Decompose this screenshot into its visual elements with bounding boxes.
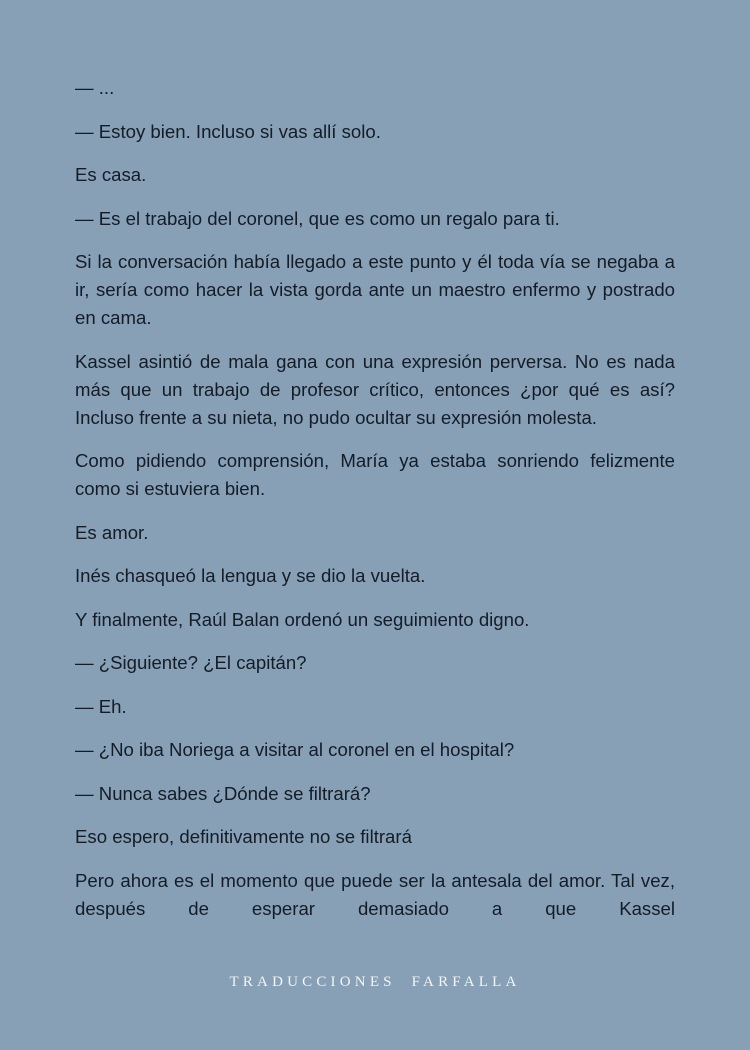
paragraph: — ...: [75, 77, 115, 98]
paragraph: — Es el trabajo del coronel, que es como un regalo para ti.: [75, 207, 560, 229]
paragraph: — Estoy bien. Incluso si vas allí solo.: [75, 120, 381, 142]
paragraph: Inés chasqueó la lengua y se dio la vuelta.: [75, 565, 426, 586]
paragraph: Kassel asintió de mala gana con una expresión perversa. No es nada más que un trabajo de profesor crítico, entonces ¿por qué es así? Incluso frente a su nieta, no pudo ocultar su expresión molesta.: [75, 350, 675, 428]
footer-credit: TRADUCCIONES FARFALLA: [229, 974, 521, 990]
paragraph: Si la conversación había llegado a este punto y él toda vía se negaba a ir, sería como hacer la vista gorda ante un maestro enfermo y postrado en cama.: [75, 251, 675, 328]
paragraph: — ¿Siguiente? ¿El capitán?: [75, 652, 307, 673]
page-body: [75, 74, 675, 938]
paragraph: Como pidiendo comprensión, María ya estaba sonriendo felizmente como si estuviera bien.: [75, 450, 675, 499]
paragraph: — ¿No iba Noriega a visitar al coronel en el hospital?: [75, 739, 515, 760]
paragraph: Pero ahora es el momento que puede ser la antesala del amor. Tal vez, después de esperar demasiado a que Kassel: [75, 869, 675, 919]
paragraph: Es amor.: [75, 521, 149, 543]
paragraph: Es casa.: [75, 164, 147, 185]
paragraph: Eso espero, definitivamente no se filtrará: [75, 826, 412, 847]
paragraph: Y finalmente, Raúl Balan ordenó un seguimiento digno.: [75, 608, 530, 630]
paragraph: — Nunca sabes ¿Dónde se filtrará?: [75, 782, 371, 804]
paragraph: — Eh.: [75, 695, 127, 717]
